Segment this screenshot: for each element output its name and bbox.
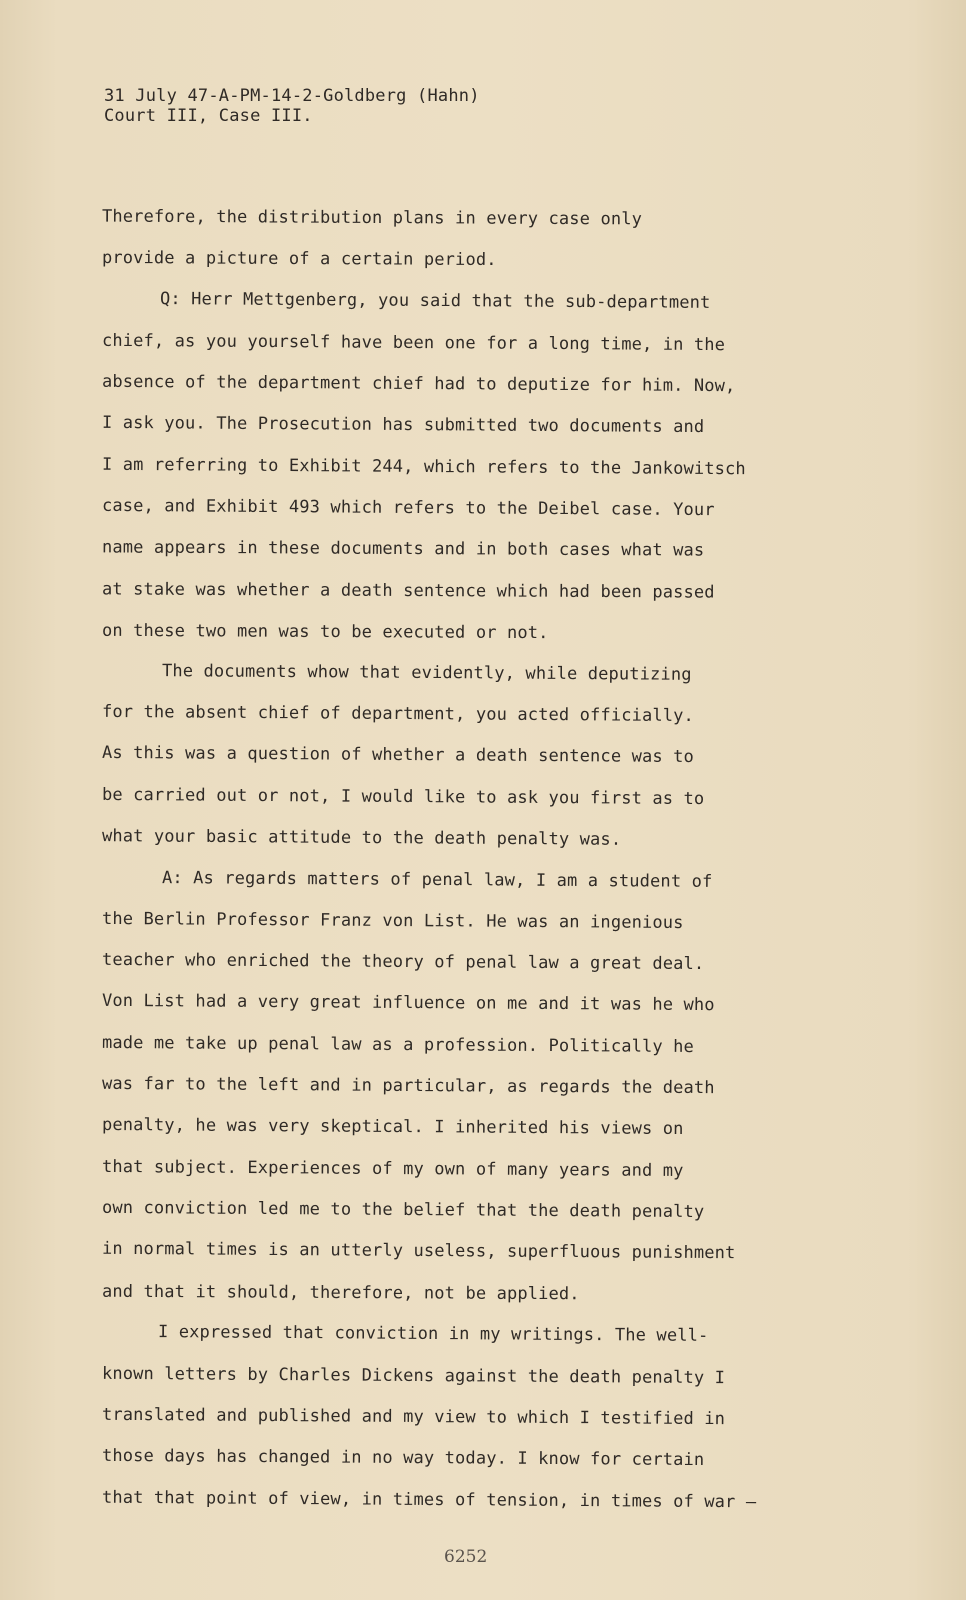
text-line: made me take up penal law as a profession. Politically he (101, 1032, 695, 1058)
text-line: A: As regards matters of penal law, I am a student of (161, 868, 713, 892)
text-line: what your basic attitude to the death penalty was. (101, 826, 622, 850)
text-line: absence of the department chief had to deputize for him. Now, (101, 371, 736, 397)
text-line: in normal times is an utterly useless, superfluous punishment (101, 1238, 736, 1264)
text-line: provide a picture of a certain period. (101, 247, 497, 271)
text-line: I ask you. The Prosecution has submitted two documents and (101, 412, 705, 438)
text-line: case, and Exhibit 493 which refers to the Deibel case. Your (101, 495, 715, 521)
text-line: known letters by Charles Dickens against the death penalty I (101, 1363, 726, 1389)
text-line: chief, as you yourself have been one for a long time, in the (101, 330, 726, 356)
text-line: Therefore, the distribution plans in every case only (101, 206, 643, 230)
text-line: Von List had a very great influence on me and it was he who (101, 990, 715, 1016)
text-line: the Berlin Professor Franz von List. He was an ingenious (101, 908, 684, 934)
text-line: for the absent chief of department, you acted officially. (101, 701, 695, 727)
page-number: 6252 (444, 1547, 488, 1567)
text-line: translated and published and my view to which I testified in (101, 1404, 726, 1430)
text-line: be carried out or not, I would like to ask you first as to (101, 784, 705, 810)
text-line: name appears in these documents and in both cases what was (101, 537, 705, 561)
text-line: was far to the left and in particular, as regards the death (101, 1073, 715, 1099)
text-line: that subject. Experiences of my own of many years and my (101, 1156, 684, 1182)
text-line: I am referring to Exhibit 244, which refers to the Jankowitsch (101, 454, 746, 480)
text-line: The documents whow that evidently, while deputizing (161, 661, 692, 685)
text-line: penalty, he was very skeptical. I inherited his views on (101, 1114, 684, 1140)
header-session-line: 31 July 47-A-PM-14-2-Goldberg (Hahn) (104, 86, 480, 106)
text-line: Q: Herr Mettgenberg, you said that the sub-department (159, 289, 711, 313)
text-line: at stake was whether a death sentence which had been passed (101, 579, 715, 603)
text-line: those days has changed in no way today. I know for certain (101, 1445, 705, 1471)
text-line: and that it should, therefore, not be applied. (101, 1281, 580, 1305)
document-header (104, 86, 480, 126)
text-line: on these two men was to be executed or not. (101, 620, 549, 644)
text-line: I expressed that conviction in my writings. The well- (157, 1322, 709, 1346)
header-court-line: Court III, Case III. (104, 106, 313, 126)
text-line: teacher who enriched the theory of penal law a great deal. (101, 949, 705, 975)
text-line: As this was a question of whether a death sentence was to (101, 742, 695, 768)
text-line: own conviction led me to the belief that the death penalty (101, 1197, 705, 1223)
text-line: that that point of view, in times of tension, in times of war — (101, 1487, 757, 1513)
